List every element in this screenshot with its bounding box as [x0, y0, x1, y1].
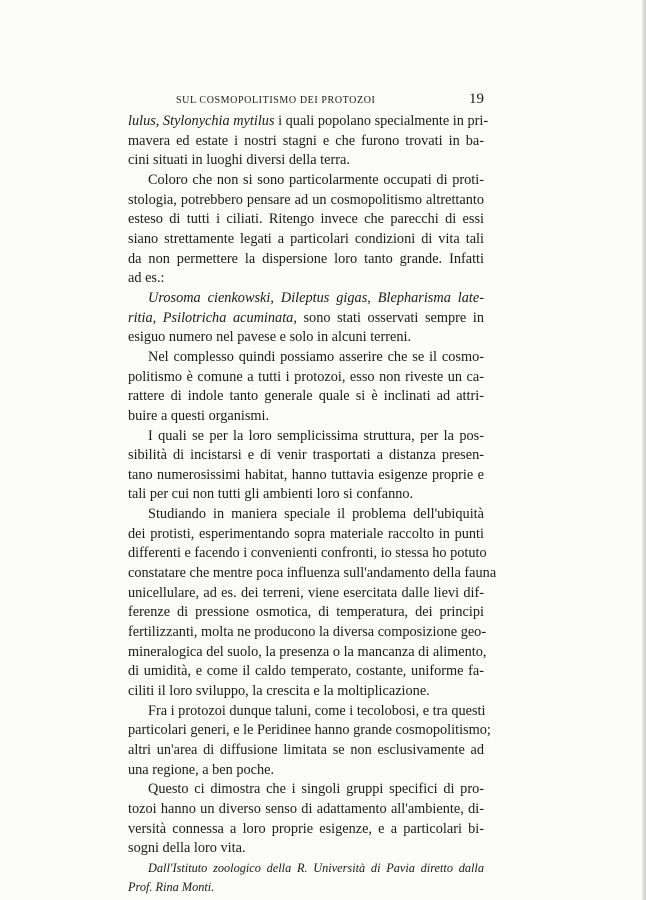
text-body — [128, 112, 497, 897]
text-line: tozoi hanno un diverso senso di adattamento all'ambiente, di- — [128, 800, 484, 817]
text-span: i quali popolano specialmente in pri- — [274, 113, 489, 129]
text-line: siano strettamente legati a particolari condizioni di vita tali — [128, 230, 484, 247]
paragraph-1 — [128, 112, 489, 171]
text-line: sibilità di incistarsi e di venir trasportati a distanza presen- — [128, 447, 484, 464]
text-line: altri un'area di diffusione limitata se non esclusivamente ad — [128, 742, 484, 758]
text-line: stologia, potrebbero pensare ad un cosmopolitismo altrettanto — [128, 191, 484, 208]
text-line: ferenze di pressione osmotica, di temperatura, dei principi — [128, 604, 484, 621]
text-line: mineralogica del suolo, la presenza o la mancanza di alimento, — [128, 643, 487, 660]
paragraph-5 — [128, 427, 484, 506]
text-line: particolari generi, e le Peridinee hanno grande cosmopolitismo; — [128, 722, 491, 739]
text-line — [128, 309, 484, 329]
text-line: sogni della loro vita. — [128, 840, 246, 857]
species-names: lulus, Stylonychia mytilus — [128, 113, 275, 129]
text-line: esteso di tutti i ciliati. Ritengo invece che parecchi di essi — [128, 211, 484, 228]
text-line: ad es.: — [128, 270, 165, 287]
text-line: Dall'Istituto zoologico della R. Università di Pavia diretto dalla — [148, 860, 484, 875]
text-line: buire a questi organismi. — [128, 407, 270, 424]
page-number: 19 — [469, 91, 484, 107]
paragraph-7 — [128, 702, 491, 781]
text-line: una regione, a ben poche. — [128, 761, 275, 778]
paragraph-3 — [128, 289, 484, 348]
text-line: tano numerosissimi habitat, hanno tuttavia esigenze proprie e — [128, 466, 484, 483]
text-line: rattere di indole tanto generale quale si è inclinati ad attri- — [128, 388, 484, 405]
text-span: sono stati osservati sempre in — [296, 309, 484, 326]
paragraph-2 — [128, 171, 484, 289]
text-line: ciliti il loro sviluppo, la crescita e la moltiplicazione. — [128, 683, 430, 700]
text-line: I quali se per la loro semplicissima struttura, per la pos- — [148, 427, 484, 444]
text-line: di umidità, e come il caldo temperato, costante, uniforme fa- — [128, 663, 484, 680]
text-line: versità connessa a loro proprie esigenze, e a particolari bi- — [128, 820, 484, 837]
institution-credit — [128, 859, 484, 897]
text-line — [128, 112, 489, 132]
text-line: constatare che mentre poca influenza sull'andamento della fauna — [128, 565, 497, 582]
paragraph-4 — [128, 348, 484, 427]
text-line: fertilizzanti, molta ne producono la diversa composizione geo- — [128, 624, 487, 641]
text-line: esiguo numero nel pavese e solo in alcuni terreni. — [128, 329, 412, 346]
text-line: Studiando in maniera speciale il problema dell'ubiquità — [148, 506, 484, 523]
species-names: ritia, Psilotricha acuminata, — [128, 309, 297, 326]
paragraph-8 — [128, 780, 484, 859]
text-line: da non permettere la dispersione loro tanto grande. Infatti — [128, 250, 484, 267]
text-line: Prof. Rina Monti. — [128, 879, 215, 894]
text-line: cini situati in luoghi diversi della terra. — [128, 152, 350, 169]
text-line: differenti e facendo i convenienti confronti, io stessa ho potuto — [128, 545, 487, 562]
text-line — [128, 289, 484, 309]
text-line: Questo ci dimostra che i singoli gruppi specifici di pro- — [148, 781, 484, 798]
page-header — [128, 93, 484, 111]
page-edge — [642, 0, 646, 900]
text-line: politismo è comune a tutti i protozoi, esso non riveste un ca- — [128, 368, 484, 385]
text-line: mavera ed estate i nostri stagni e che furono trovati in ba- — [128, 132, 484, 149]
text-line: Nel complesso quindi possiamo asserire che se il cosmo- — [148, 348, 484, 365]
species-names: Urosoma cienkowski, Dileptus gigas, Blepharisma late- — [148, 289, 484, 306]
text-line: dei protisti, esperimentando sopra materiale raccolto in punti — [128, 525, 484, 542]
text-line: Coloro che non si sono particolarmente occupati di proti- — [148, 171, 484, 188]
running-head: SUL COSMOPOLITISMO DEI PROTOZOI — [176, 95, 376, 106]
text-line: Fra i protozoi dunque taluni, come i tecolobosi, e tra questi — [148, 702, 486, 719]
paragraph-6 — [128, 505, 497, 702]
text-line: unicellulare, ad es. dei terreni, viene esercitata dalle lievi dif- — [128, 584, 484, 601]
text-line: tali per cui non tutti gli ambienti loro si confanno. — [128, 486, 414, 503]
